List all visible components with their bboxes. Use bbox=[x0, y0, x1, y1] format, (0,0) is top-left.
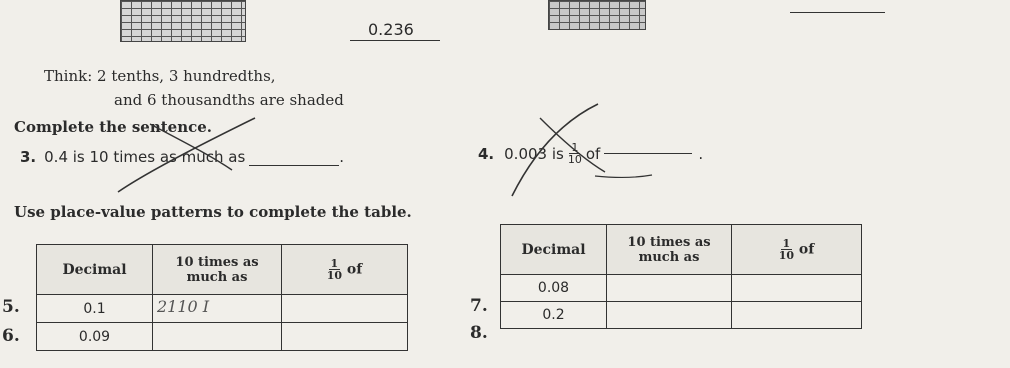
question-4-text-mid: of bbox=[585, 144, 601, 163]
question-4-answer-blank[interactable] bbox=[604, 153, 692, 154]
row-5-tenth-cell[interactable] bbox=[282, 295, 408, 323]
row-6-times10-cell[interactable] bbox=[153, 323, 282, 351]
header-one-tenth-of: $\frac{1}{10}$ of bbox=[282, 245, 408, 295]
place-value-table-left bbox=[36, 244, 408, 351]
row-7-decimal: 0.08 bbox=[501, 275, 607, 302]
think-line-2: and 6 thousandths are shaded bbox=[114, 91, 344, 109]
row-8-decimal: 0.2 bbox=[501, 302, 607, 329]
handwritten-answer: 2110 I bbox=[157, 297, 210, 316]
row-7-tenth-cell[interactable] bbox=[732, 275, 862, 302]
row-6-decimal: 0.09 bbox=[37, 323, 153, 351]
question-3-text: 0.4 is 10 times as much as bbox=[44, 148, 246, 166]
row-5-times10-cell[interactable] bbox=[153, 295, 282, 323]
row-8-number: 8. bbox=[470, 323, 488, 343]
question-4 bbox=[478, 142, 703, 165]
row-5-number: 5. bbox=[2, 297, 20, 317]
header-10-times: 10 times as much as bbox=[153, 245, 282, 295]
top-answer-value: 0.236 bbox=[368, 20, 414, 39]
row-5-decimal: 0.1 bbox=[37, 295, 153, 323]
header-one-tenth-of: $\frac{1}{10}$ of bbox=[732, 225, 862, 275]
question-3-answer-blank[interactable] bbox=[249, 165, 339, 166]
decimal-grid-model-right bbox=[548, 0, 646, 30]
header-10-times: 10 times as much as bbox=[607, 225, 732, 275]
question-3-number: 3. bbox=[20, 148, 37, 166]
place-value-table-right bbox=[500, 224, 862, 329]
question-4-period: . bbox=[698, 144, 704, 163]
table-row bbox=[37, 295, 408, 323]
question-4-number: 4. bbox=[478, 144, 495, 163]
decimal-grid-model-left bbox=[120, 0, 246, 42]
question-4-text-start: 0.003 is bbox=[504, 144, 564, 163]
row-7-times10-cell[interactable] bbox=[607, 275, 732, 302]
header-decimal: Decimal bbox=[37, 245, 153, 295]
think-text bbox=[44, 64, 344, 112]
row-7-number: 7. bbox=[470, 296, 488, 316]
row-6-tenth-cell[interactable] bbox=[282, 323, 408, 351]
question-4-fraction: $\frac{1}{10}$ bbox=[567, 141, 582, 166]
row-8-times10-cell[interactable] bbox=[607, 302, 732, 329]
header-decimal: Decimal bbox=[501, 225, 607, 275]
table-row bbox=[501, 275, 862, 302]
top-answer-line bbox=[350, 40, 440, 41]
question-3 bbox=[20, 148, 344, 166]
table-row bbox=[501, 302, 862, 329]
row-6-number: 6. bbox=[2, 326, 20, 346]
table-row bbox=[37, 323, 408, 351]
instruction-table: Use place-value patterns to complete the table. bbox=[14, 203, 412, 221]
question-3-period: . bbox=[339, 148, 345, 166]
think-line-1: Think: 2 tenths, 3 hundredths, bbox=[44, 67, 276, 85]
instruction-complete: Complete the sentence. bbox=[14, 118, 213, 136]
row-8-tenth-cell[interactable] bbox=[732, 302, 862, 329]
top-right-answer-line bbox=[790, 12, 885, 13]
